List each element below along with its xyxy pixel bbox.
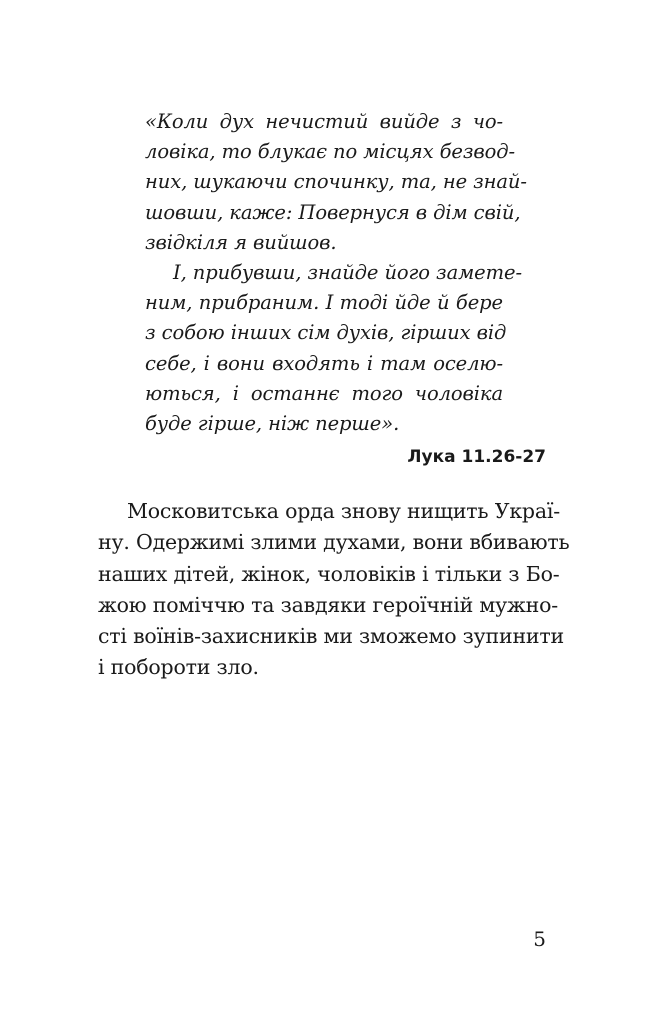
quote-line: ються, і останнє того чоловіка [145,381,503,405]
body-line: жою поміччю та завдяки героїчній мужно- [98,592,558,617]
quote-line: шовши, каже: Повернуся в дім свій, [145,200,521,224]
body-line: сті воїнів-захисників ми зможемо зупинити [98,624,564,649]
page-number: 5 [533,927,546,951]
quote-line: І, прибувши, знайде його замете- [173,260,522,284]
quote-line: ним, прибраним. І тоді йде й бере [145,291,503,315]
quote-line: себе, і вони входять і там оселю- [145,351,503,375]
quote-line: буде гірше, ніж перше». [145,411,400,435]
quote-line: звідкіля я вийшов. [145,230,337,254]
epigraph-quote [145,107,527,439]
epigraph-citation: Лука 11.26-27 [407,447,546,467]
body-line: наших дітей, жінок, чоловіків і тільки з Бо- [98,561,560,586]
body-line: ну. Одержимі злими духами, вони вбивають [98,530,570,555]
quote-line: ловіка, то блукає по місцях безвод- [145,140,516,164]
quote-line: «Коли дух нечистий вийде з чо- [145,110,503,133]
quote-line: них, шукаючи спочинку, та, не знай- [145,170,527,194]
body-line: Московитська орда знову нищить Украї- [127,499,560,523]
body-line: і побороти зло. [98,655,259,680]
body-paragraph [98,496,570,684]
quote-line: з собою інших сім духів, гірших від [145,321,507,345]
